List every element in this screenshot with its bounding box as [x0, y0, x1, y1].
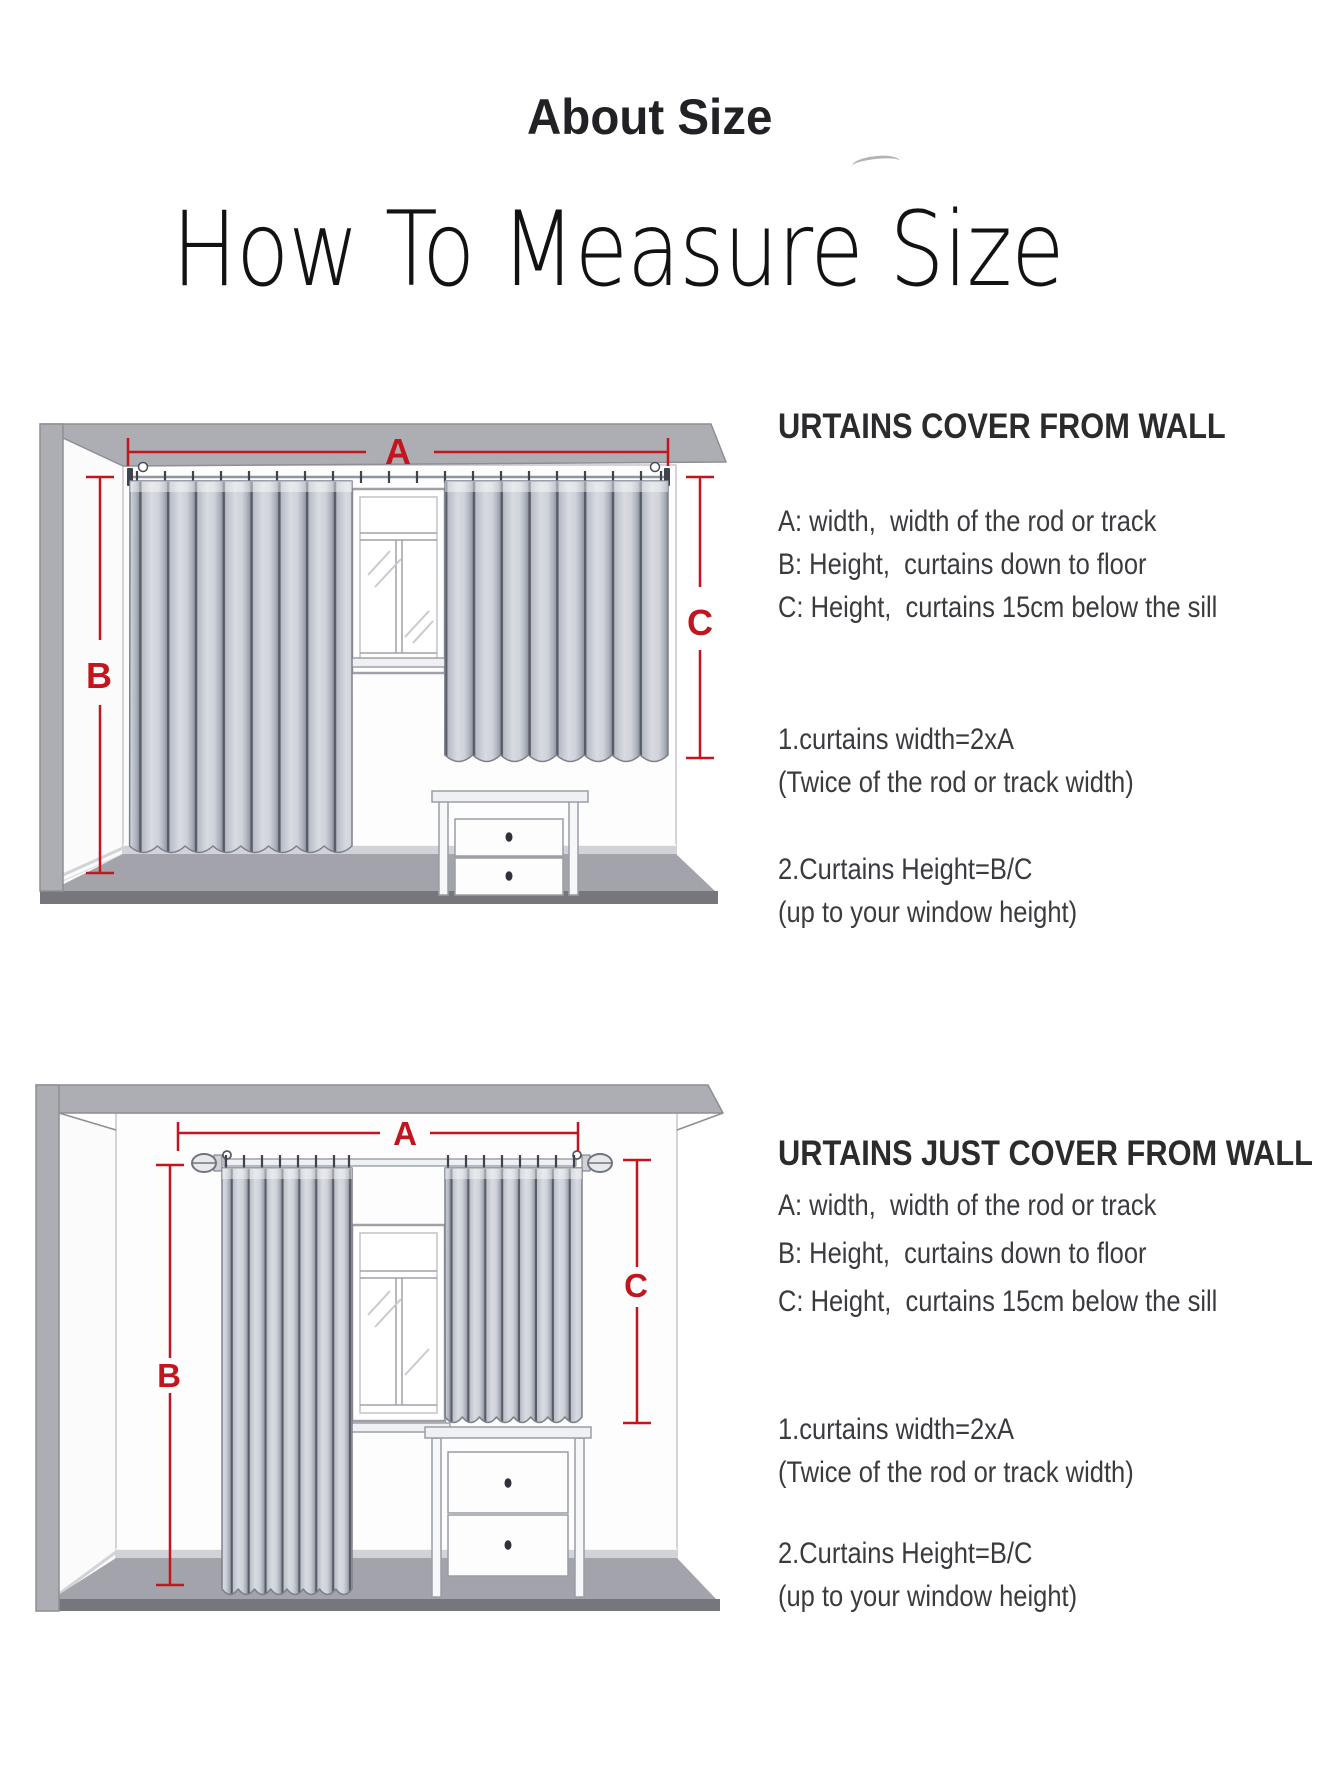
- section2-formula-width: [778, 1408, 1134, 1494]
- formula-height: 2.Curtains Height=B/C: [778, 1537, 1033, 1570]
- drawer-knob: [505, 1540, 512, 1550]
- section1-formula-width: [778, 718, 1134, 804]
- dimension-c: [686, 477, 714, 758]
- section2-heading: URTAINS JUST COVER FROM WALL: [778, 1134, 1314, 1173]
- section2-definitions: [778, 1182, 1217, 1326]
- drawer-knob: [505, 1478, 512, 1488]
- drawer-knob: [506, 871, 513, 881]
- definition-a: A: width, width of the rod or track: [778, 1189, 1157, 1222]
- section1-definitions: [778, 500, 1217, 629]
- dimension-label-c: C: [687, 602, 713, 643]
- floor: [40, 854, 718, 904]
- dimension-label-b: B: [157, 1357, 181, 1394]
- window: [347, 489, 450, 673]
- dimension-label-c: C: [624, 1267, 648, 1304]
- formula-height: 2.Curtains Height=B/C: [778, 853, 1033, 886]
- formula-width: 1.curtains width=2xA: [778, 1413, 1015, 1446]
- nightstand: [425, 1427, 591, 1597]
- stray-mark: [851, 154, 900, 174]
- page-title: How To Measure Size: [172, 190, 1064, 310]
- curtain-left: [130, 481, 352, 853]
- drawer-knob: [506, 832, 513, 842]
- formula-height-note: (up to your window height): [778, 1580, 1078, 1613]
- definition-b: B: Height, curtains down to floor: [778, 1237, 1147, 1270]
- curtain-left: [222, 1168, 352, 1595]
- section1-formula-height: [778, 848, 1077, 934]
- curtain-right: [445, 481, 668, 762]
- dimension-label-b: B: [86, 655, 112, 696]
- dimension-label-a: A: [393, 1115, 417, 1152]
- curtain-right: [445, 1168, 582, 1423]
- section2-formula-height: [778, 1532, 1077, 1618]
- formula-width-note: (Twice of the rod or track width): [778, 1456, 1134, 1489]
- floor: [36, 1558, 720, 1611]
- baseboard: [116, 1549, 677, 1558]
- dimension-label-a: A: [385, 431, 411, 472]
- about-size-heading: About Size: [527, 89, 773, 145]
- definition-b: B: Height, curtains down to floor: [778, 548, 1147, 581]
- section1-heading: URTAINS COVER FROM WALL: [778, 407, 1226, 446]
- window: [347, 1225, 450, 1432]
- diagram-curtains-cover-from-wall: [28, 405, 728, 925]
- formula-width-note: (Twice of the rod or track width): [778, 766, 1134, 799]
- diagram-curtains-just-cover-from-wall: [28, 1075, 728, 1620]
- definition-c: C: Height, curtains 15cm below the sill: [778, 1285, 1218, 1318]
- window-sill: [347, 658, 450, 667]
- formula-width: 1.curtains width=2xA: [778, 723, 1015, 756]
- definition-c: C: Height, curtains 15cm below the sill: [778, 591, 1218, 624]
- formula-height-note: (up to your window height): [778, 896, 1078, 929]
- definition-a: A: width, width of the rod or track: [778, 505, 1157, 538]
